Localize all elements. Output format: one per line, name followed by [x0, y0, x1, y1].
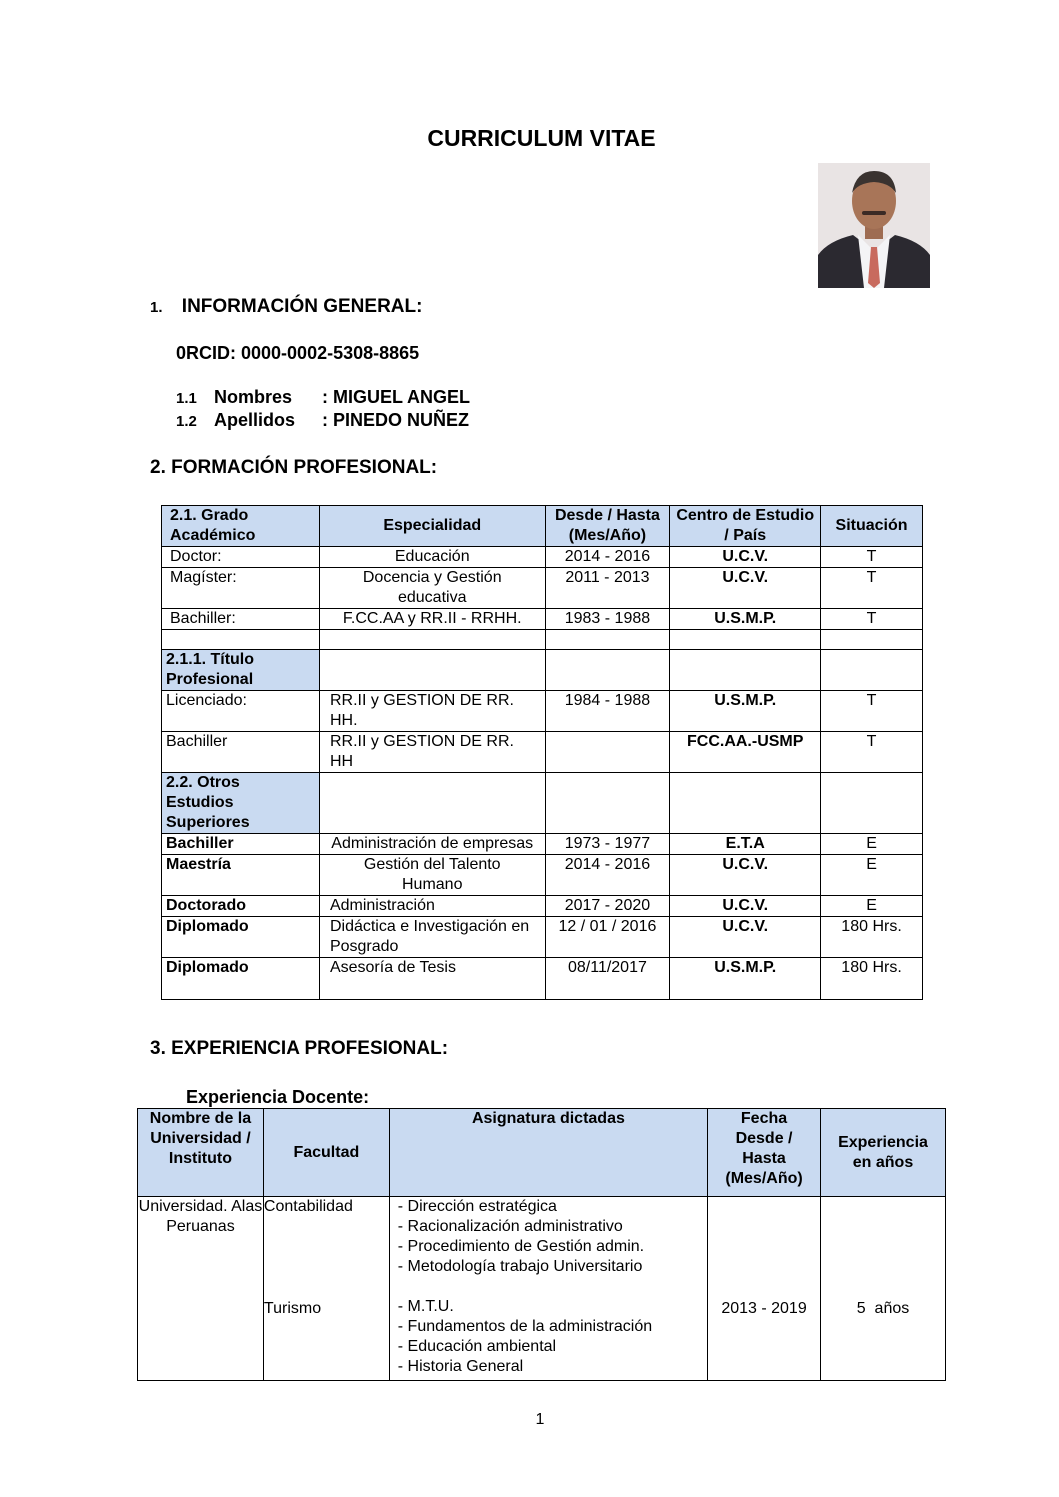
empty-cell — [670, 630, 821, 650]
section1-number: 1. — [150, 299, 163, 316]
header-cell: Asignatura dictadas — [389, 1109, 707, 1197]
subheader-cell: 2.1.1. Título Profesional — [162, 650, 320, 691]
formacion-table — [161, 505, 923, 1000]
list-item: - M.T.U. — [397, 1298, 454, 1315]
table-cell: T — [821, 568, 923, 609]
table-row — [162, 609, 923, 630]
table-cell: U.C.V. — [670, 568, 821, 609]
table-cell: Bachiller — [162, 834, 320, 855]
table-cell: FCC.AA.-USMP — [670, 732, 821, 773]
facultad-contabilidad: Contabilidad — [263, 1198, 353, 1215]
table-cell: U.C.V. — [670, 855, 821, 896]
table-cell: 180 Hrs. — [821, 958, 923, 1000]
table-row — [162, 732, 923, 773]
table-cell: 2011 - 2013 — [545, 568, 670, 609]
header-cell: Fecha Desde / Hasta (Mes/Año) — [708, 1109, 821, 1197]
table-cell — [389, 1197, 707, 1381]
table-cell: Doctorado — [162, 896, 320, 917]
table-cell: U.C.V. — [670, 917, 821, 958]
header-cell: Centro de Estudio / País — [670, 506, 821, 547]
table-row — [162, 855, 923, 896]
header-cell: Especialidad — [319, 506, 545, 547]
table-cell: U.C.V. — [670, 547, 821, 568]
table-cell: T — [821, 609, 923, 630]
list-item: - Dirección estratégica — [397, 1198, 557, 1215]
table-cell: T — [821, 732, 923, 773]
empty-cell — [162, 630, 320, 650]
table-cell: Administración — [319, 896, 545, 917]
empty-cell — [821, 773, 923, 834]
field-number: 1.2 — [176, 413, 197, 430]
table-row — [162, 917, 923, 958]
table-cell: Universidad. Alas Peruanas — [138, 1197, 264, 1381]
table-cell: Diplomado — [162, 917, 320, 958]
page-title: CURRICULUM VITAE — [427, 125, 656, 151]
section3-title: 3. EXPERIENCIA PROFESIONAL: — [150, 1038, 449, 1059]
table-cell: U.S.M.P. — [670, 958, 821, 1000]
table-cell: Asesoría de Tesis — [319, 958, 545, 1000]
table-row — [162, 896, 923, 917]
table-row — [138, 1197, 946, 1381]
header-cell: 2.1. Grado Académico — [162, 506, 320, 547]
table-cell: U.S.M.P. — [670, 609, 821, 630]
subheader-cell: 2.2. Otros Estudios Superiores — [162, 773, 320, 834]
profile-photo — [818, 163, 930, 288]
list-item: - Fundamentos de la administración — [397, 1318, 653, 1335]
table-cell: Diplomado — [162, 958, 320, 1000]
table-cell: 1984 - 1988 — [545, 691, 670, 732]
table-cell: Bachiller — [162, 732, 320, 773]
fecha-value: 2013 - 2019 — [721, 1300, 807, 1317]
experiencia-table — [137, 1108, 946, 1381]
person-photo-icon — [818, 163, 930, 288]
header-cell: Desde / Hasta (Mes/Año) — [545, 506, 670, 547]
table-header-row — [162, 506, 923, 547]
section3-subtitle: Experiencia Docente: — [186, 1087, 370, 1107]
list-item: - Metodología trabajo Universitario — [397, 1258, 643, 1275]
facultad-turismo: Turismo — [263, 1300, 322, 1317]
table-row — [162, 834, 923, 855]
table-subheader-row — [162, 773, 923, 834]
empty-cell — [319, 650, 545, 691]
table-cell: T — [821, 691, 923, 732]
page-number: 1 — [535, 1411, 545, 1428]
table-header-row — [138, 1109, 946, 1197]
section1-title: INFORMACIÓN GENERAL: — [181, 296, 423, 317]
experiencia-value: 5 años — [856, 1300, 910, 1317]
table-cell: 1973 - 1977 — [545, 834, 670, 855]
table-cell: Gestión del Talento Humano — [319, 855, 545, 896]
empty-cell — [545, 650, 670, 691]
table-cell: Docencia y Gestión educativa — [319, 568, 545, 609]
table-row — [162, 547, 923, 568]
table-cell: 08/11/2017 — [545, 958, 670, 1000]
empty-cell — [670, 650, 821, 691]
empty-cell — [319, 630, 545, 650]
table-cell: F.CC.AA y RR.II - RRHH. — [319, 609, 545, 630]
field-number: 1.1 — [176, 390, 197, 407]
table-cell: Maestría — [162, 855, 320, 896]
field-value: : MIGUEL ANGEL — [322, 387, 470, 407]
table-cell: Administración de empresas — [319, 834, 545, 855]
table-subheader-row — [162, 650, 923, 691]
table-cell: Doctor: — [162, 547, 320, 568]
table-cell: E — [821, 855, 923, 896]
table-cell — [821, 1197, 946, 1381]
table-cell: 2014 - 2016 — [545, 855, 670, 896]
table-cell: 12 / 01 / 2016 — [545, 917, 670, 958]
table-cell: Licenciado: — [162, 691, 320, 732]
list-item: - Historia General — [397, 1358, 524, 1375]
table-cell: RR.II y GESTION DE RR. HH. — [319, 691, 545, 732]
field-value: : PINEDO NUÑEZ — [322, 410, 470, 430]
table-cell: E — [821, 896, 923, 917]
table-cell: Didáctica e Investigación en Posgrado — [319, 917, 545, 958]
table-cell: Magíster: — [162, 568, 320, 609]
list-item: - Racionalización administrativo — [397, 1218, 623, 1235]
field-label: Apellidos — [214, 410, 296, 430]
table-cell: E.T.A — [670, 834, 821, 855]
table-cell — [263, 1197, 389, 1381]
list-item: - Educación ambiental — [397, 1338, 557, 1355]
field-apellidos — [176, 410, 469, 431]
table-cell: RR.II y GESTION DE RR. HH — [319, 732, 545, 773]
table-cell: Bachiller: — [162, 609, 320, 630]
table-cell: Educación — [319, 547, 545, 568]
table-cell — [545, 732, 670, 773]
header-cell: Situación — [821, 506, 923, 547]
empty-cell — [821, 650, 923, 691]
table-row — [162, 691, 923, 732]
empty-cell — [821, 630, 923, 650]
table-cell: 2017 - 2020 — [545, 896, 670, 917]
header-cell: Facultad — [263, 1109, 389, 1197]
empty-cell — [545, 773, 670, 834]
empty-row — [162, 630, 923, 650]
table-cell: U.C.V. — [670, 896, 821, 917]
field-label: Nombres — [214, 387, 293, 407]
section2-title: 2. FORMACIÓN PROFESIONAL: — [150, 457, 438, 478]
table-cell — [708, 1197, 821, 1381]
field-nombres — [176, 387, 470, 408]
table-row — [162, 568, 923, 609]
header-cell: Experiencia en años — [821, 1109, 946, 1197]
table-row — [162, 958, 923, 1000]
list-item: - Procedimiento de Gestión admin. — [397, 1238, 645, 1255]
table-cell: 1983 - 1988 — [545, 609, 670, 630]
orcid: 0RCID: 0000-0002-5308-8865 — [176, 343, 420, 363]
empty-cell — [319, 773, 545, 834]
table-cell: T — [821, 547, 923, 568]
header-cell: Nombre de la Universidad / Instituto — [138, 1109, 264, 1197]
table-cell: E — [821, 834, 923, 855]
empty-cell — [545, 630, 670, 650]
section1-heading — [150, 296, 422, 318]
table-cell: 180 Hrs. — [821, 917, 923, 958]
table-cell: 2014 - 2016 — [545, 547, 670, 568]
table-cell: U.S.M.P. — [670, 691, 821, 732]
empty-cell — [670, 773, 821, 834]
